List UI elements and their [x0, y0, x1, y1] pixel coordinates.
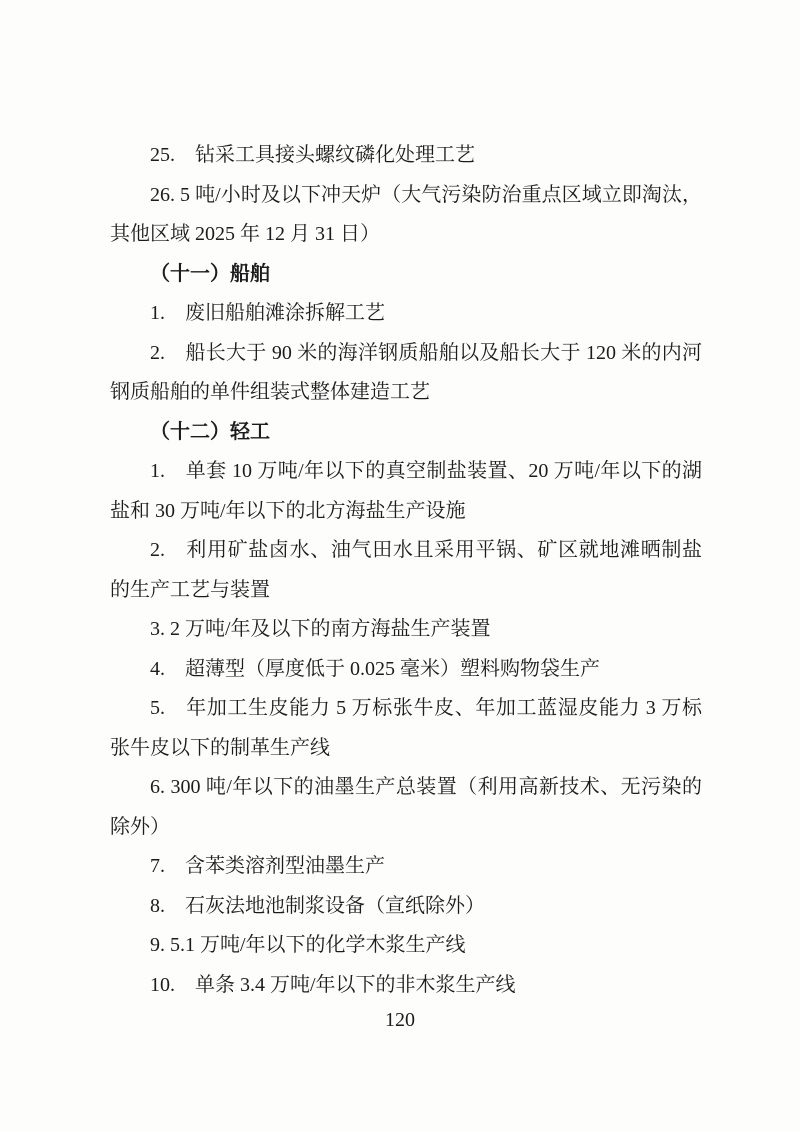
list-item-light-5: 5. 年加工生皮能力 5 万标张牛皮、年加工蓝湿皮能力 3 万标张牛皮以下的制革生产线 [110, 697, 702, 759]
list-item-light-2: 2. 利用矿盐卤水、油气田水且采用平锅、矿区就地滩晒制盐的生产工艺与装置 [110, 539, 702, 601]
list-item-light-10: 10. 单条 3.4 万吨/年以下的非木浆生产线 [150, 973, 516, 996]
document-body [110, 136, 702, 1005]
list-item-light-9: 9. 5.1 万吨/年以下的化学木浆生产线 [150, 934, 466, 956]
list-item-light-4: 4. 超薄型（厚度低于 0.025 毫米）塑料购物袋生产 [150, 657, 600, 680]
list-item-25: 25. 钻采工具接头螺纹磷化处理工艺 [150, 144, 475, 166]
list-item-light-7: 7. 含苯类溶剂型油墨生产 [150, 855, 385, 877]
list-item-ships-1: 1. 废旧船舶滩涂拆解工艺 [150, 302, 385, 324]
list-item-ships-2: 2. 船长大于 90 米的海洋钢质船舶以及船长大于 120 米的内河钢质船舶的单件组装式整体建造工艺 [110, 341, 702, 403]
list-item-light-6: 6. 300 吨/年以下的油墨生产总装置（利用高新技术、无污染的除外） [110, 776, 702, 838]
list-item-light-8: 8. 石灰法地池制浆设备（宣纸除外） [150, 894, 485, 917]
list-item-light-1: 1. 单套 10 万吨/年以下的真空制盐装置、20 万吨/年以下的湖盐和 30 万吨/年以下的北方海盐生产设施 [110, 460, 702, 522]
list-item-26: 26. 5 吨/小时及以下冲天炉（大气污染防治重点区域立即淘汰，其他区域 2025 年 12 月 31 日） [110, 183, 702, 245]
list-item-light-3: 3. 2 万吨/年及以下的南方海盐生产装置 [150, 618, 491, 640]
page-number: 120 [385, 1009, 415, 1031]
section-heading-light-industry: （十二）轻工 [150, 420, 270, 443]
section-heading-ships: （十一）船舶 [150, 262, 270, 285]
